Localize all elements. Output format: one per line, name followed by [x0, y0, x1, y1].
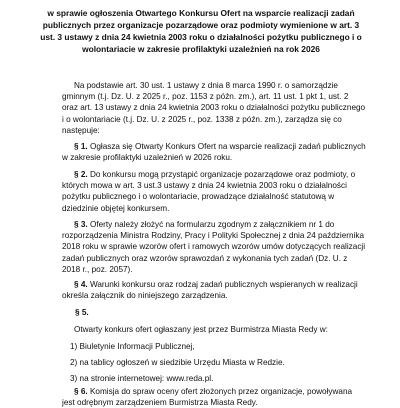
- section-1: [62, 141, 366, 163]
- preamble: Na podstawie art. 30 ust. 1 ustawy z dnia 8 marca 1990 r. o samorządzie gminnym (t.j. Dz. U. z 2025 r., poz. 1153 z późn. zm.), art. 11 ust. 1 pkt 1, ust. 2 oraz art. 13 ustawy z dnia 24 kwietnia 2003 roku o działalności pożytku publicznego i o wolontariacie (t.j. Dz. U. z 2025 r., poz. 1338 z późn. zm.), zarządza się co następuje:: [62, 81, 366, 135]
- section-4-mark: § 4.: [74, 280, 88, 289]
- list-item: 3) na stronie internetowej: www.reda.pl.: [70, 374, 214, 383]
- list-item: 1) Biuletynie Informacji Publicznej,: [70, 342, 195, 351]
- section-5-mark: § 5.: [75, 308, 89, 317]
- section-2: [62, 169, 366, 214]
- section-4-text: Warunki konkursu oraz rodzaj zadań publicznych wspieranych w realizacji określa załącznik do niniejszego zarządzenia.: [62, 280, 358, 301]
- section-3-text: Oferty należy złożyć na formularzu zgodnym z załącznikiem nr 1 do rozporządzenia Ministra Rodziny, Pracy i Polityki Społecznej z dnia 24 października 2018 roku w sprawie wzorów ofert i ramowych wzorów umów dotyczących realizacji zadań publicznych oraz wzorów sprawozdań z wykonania tych zadań (Dz. U. z 2018 r., poz. 2057).: [62, 220, 366, 274]
- section-2-text: Do konkursu mogą przystąpić organizacje pozarządowe oraz podmioty, o których mowa w art. 3 ust.3 ustawy z dnia 24 kwietnia 2003 roku o działalności pożytku publicznego i o wolontariacie, prowadzące działalność statutową w dziedzinie objętej konkursem.: [62, 170, 356, 213]
- section-3: [62, 219, 366, 275]
- section-2-mark: § 2.: [74, 170, 88, 179]
- section-5-text: Otwarty konkurs ofert ogłaszany jest przez Burmistrza Miasta Redy w:: [74, 325, 328, 334]
- section-6-text: Komisja do spraw oceny ofert złożonych przez organizacje, powoływana jest odrębnym zarządzeniem Burmistrza Miasta Redy.: [62, 387, 353, 408]
- section-6: [62, 386, 366, 408]
- section-4: [62, 279, 366, 301]
- section-1-text: Ogłasza się Otwarty Konkurs Ofert na wsparcie realizacji zadań publicznych w zakresie profilaktyki uzależnień w 2026 roku.: [62, 142, 366, 163]
- section-3-mark: § 3.: [74, 220, 88, 229]
- list-item: 2) na tablicy ogłoszeń w siedzibie Urzędu Miasta w Redzie.: [70, 358, 285, 367]
- section-1-mark: § 1.: [74, 142, 88, 151]
- document-title: w sprawie ogłoszenia Otwartego Konkursu Ofert na wsparcie realizacji zadań publicznych przez organizacje pozarządowe oraz podmioty wymienione w art. 3 ust. 3 ustawy z dnia 24 kwietnia 2003 roku o działalności pożytku publicznego i o wolontariacie w zakresie profilaktyki uzależnień na rok 2026: [40, 8, 362, 54]
- section-6-mark: § 6.: [74, 387, 88, 396]
